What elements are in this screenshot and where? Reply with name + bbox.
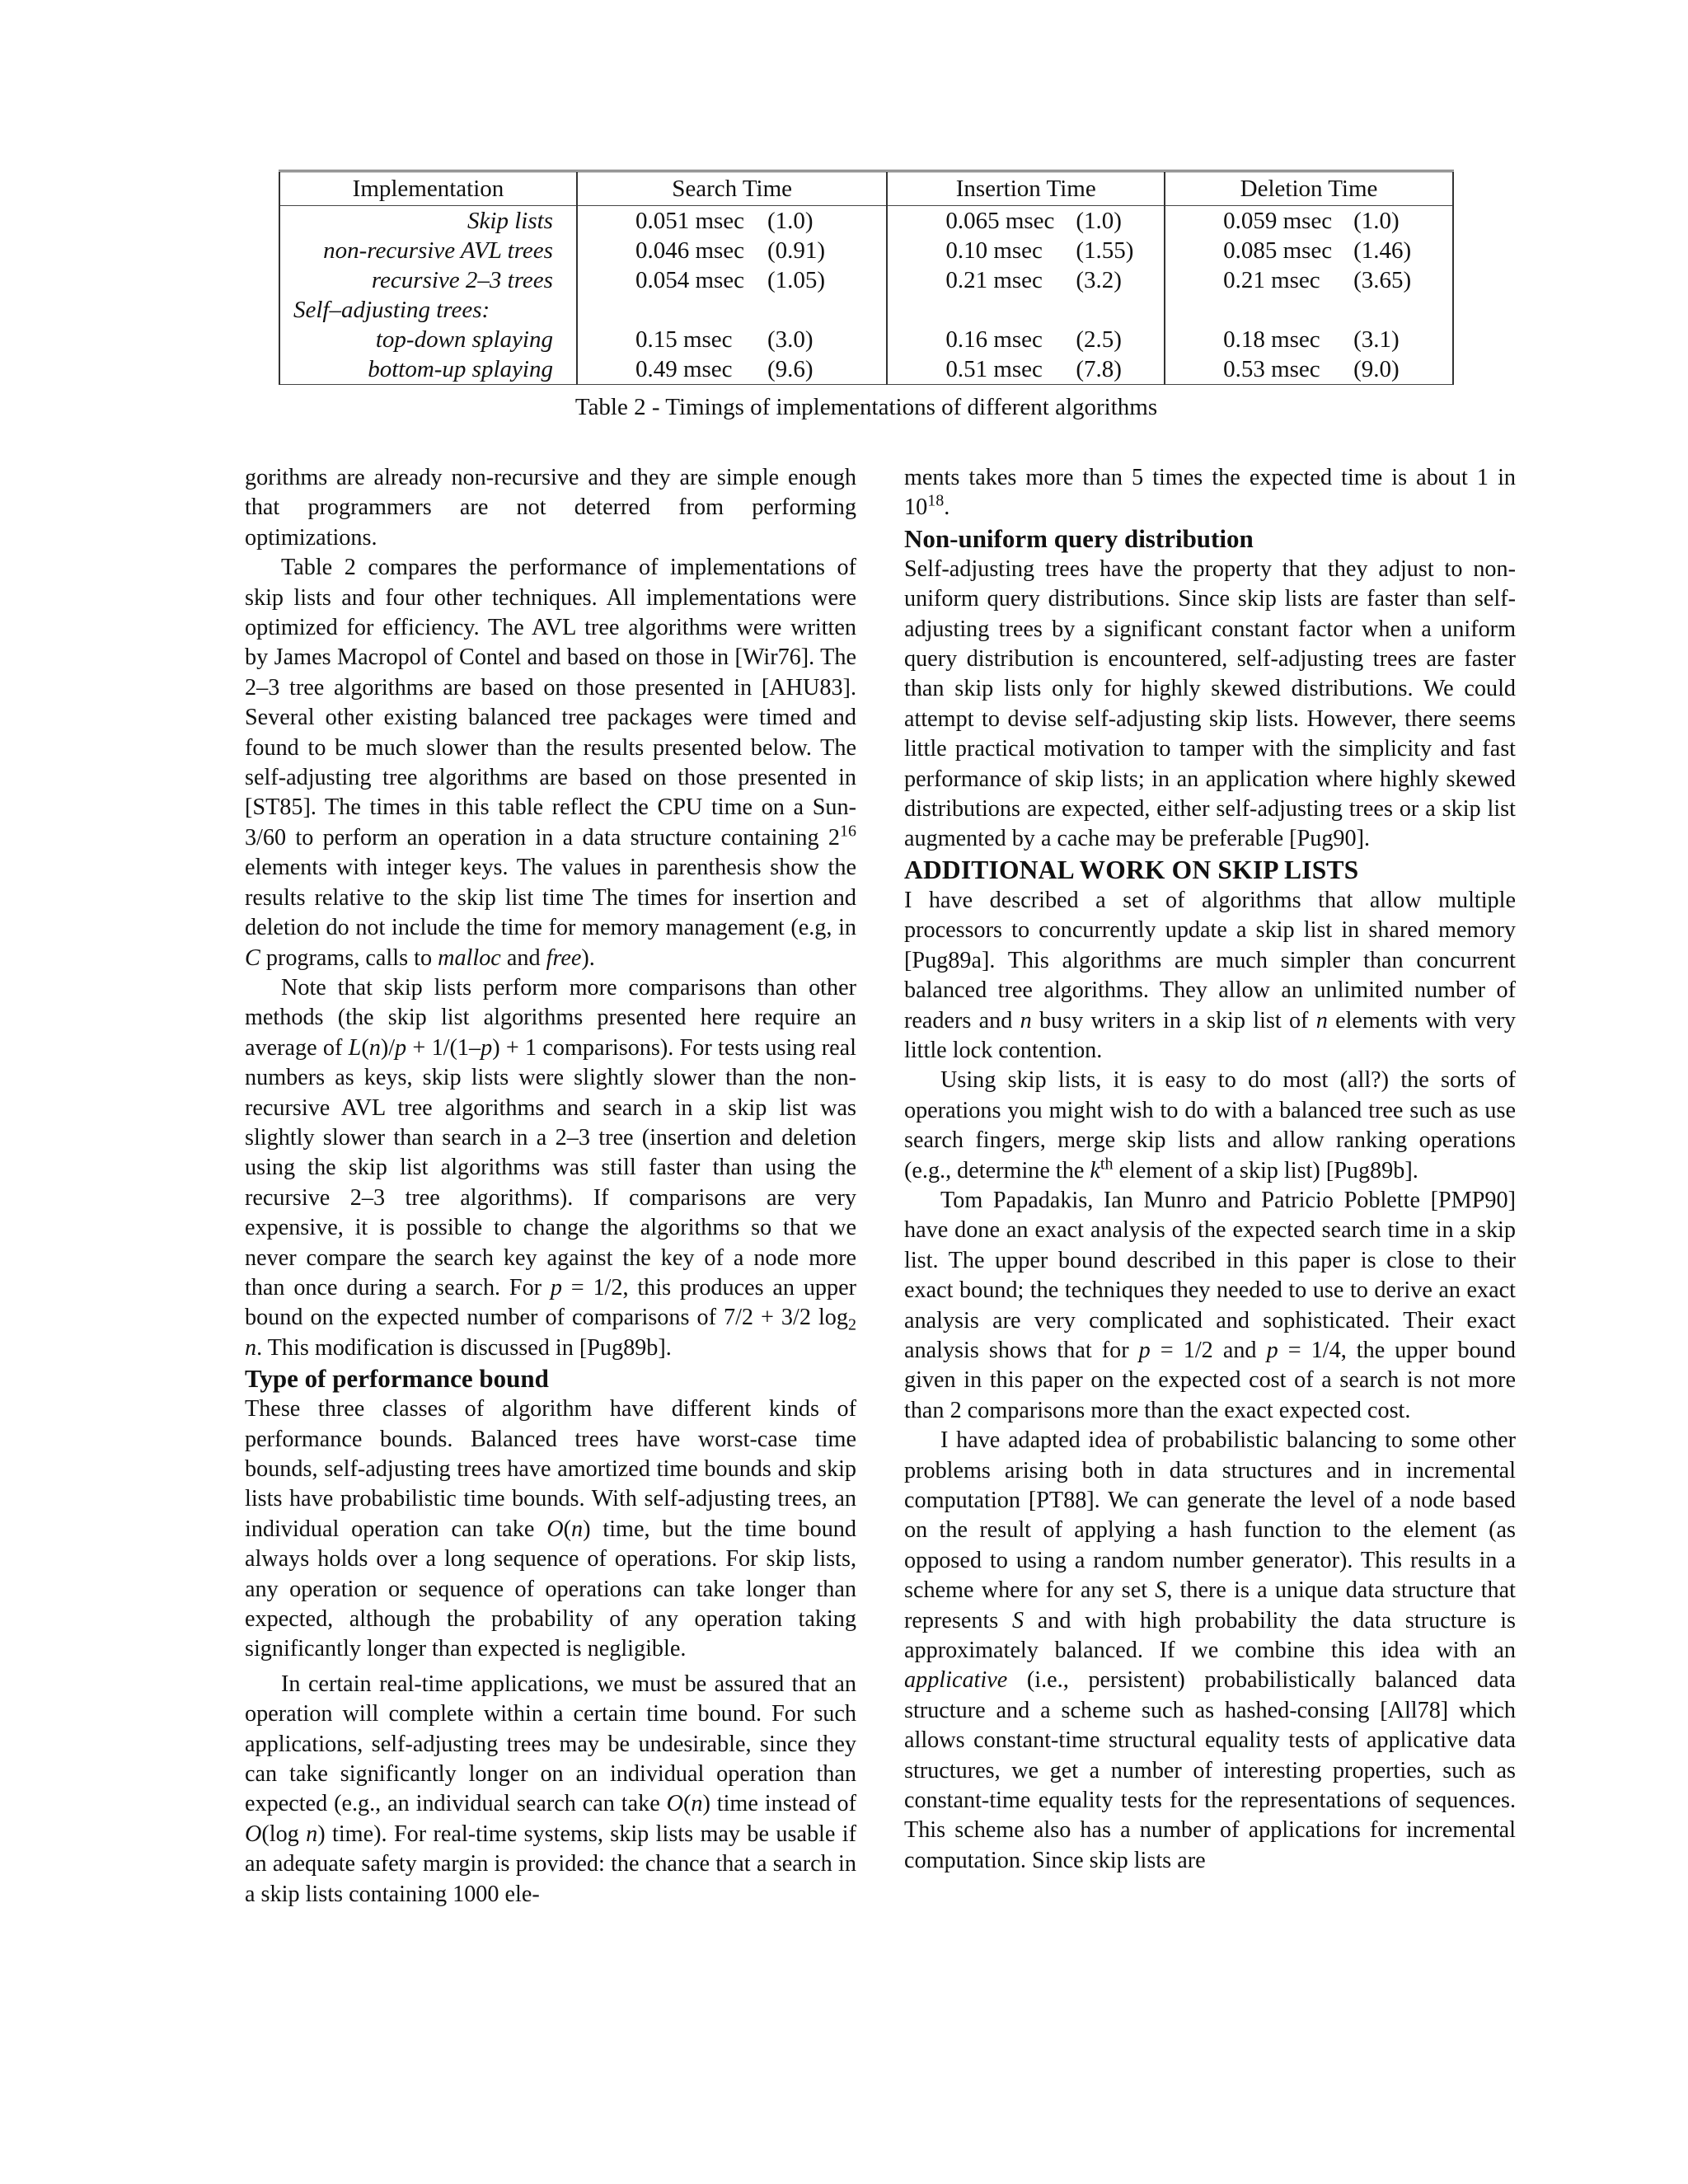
deletion-time-ratio: (1.0) [1353,208,1400,234]
table-row [279,265,1453,295]
paragraph: These three classes of algorithm have different kinds of performance bounds. Balanced trees have worst-case time bounds, self-adjusting trees have amortized time bounds and skip lists have probabilistic time bounds. With self-adjusting trees, an individual operation can take O(n) time, but the time bound always holds over a long sequence of operations. For skip lists, any operation or sequence of operations can take longer than expected, although the probability of any operation taking significantly longer than expected is negligible. [245,1396,856,1662]
insertion-time-ratio: (7.8) [1076,356,1122,382]
table-row [279,206,1453,237]
header-insertion-time: Insertion Time [887,171,1165,206]
insertion-time-ratio: (1.0) [1076,208,1122,234]
table-row [279,325,1453,354]
table-row [279,295,1453,325]
search-time-value: 0.15 msec [635,326,733,353]
deletion-time-value: 0.18 msec [1223,326,1320,353]
insertion-time-value: 0.16 msec [945,326,1043,353]
search-time-ratio: (0.91) [767,237,826,264]
section-heading: ADDITIONAL WORK ON SKIP LISTS [904,855,1359,884]
deletion-time-value: 0.085 msec [1223,237,1333,264]
paragraph: I have adapted idea of probabilistic balancing to some other problems arising both in data structures and in incremental computation [PT88]. We can generate the level of a node based on the result of applying a hash function to the element (as opposed to using a random number generator). This results in a scheme where for any set S, there is a unique data structure that represents S and with high probability the data structure is approximately balanced. If we combine this idea with an applicative (i.e., persistent) probabilistically balanced data structure and a scheme such as hashed-consing [All78] which allows constant-time structural equality tests of applicative data structures, we get a number of interesting properties, such as constant-time equality tests for the representations of sequences. This scheme also has a number of applications for incremental computation. Since skip lists are [904,1427,1517,1873]
search-time-value: 0.051 msec [635,208,745,234]
insertion-time-value: 0.21 msec [945,267,1043,293]
left-column [245,463,856,1910]
row-name: bottom-up splaying [279,354,577,385]
paragraph: ments takes more than 5 times the expected time is about 1 in $10^{18}$. [904,465,1516,521]
deletion-time-ratio: (3.1) [1353,326,1400,353]
header-search-time: Search Time [577,171,887,206]
search-time-ratio: (3.0) [767,326,814,353]
row-name: recursive 2–3 trees [279,265,577,295]
timings-table [279,170,1454,385]
paragraph: Tom Papadakis, Ian Munro and Patricio Poblette [PMP90] have done an exact analysis of the expected search time in a skip list. The upper bound described in this paper is close to their exact bound; the techniques they needed to use to derive an exact analysis are very complicated and sophisticated. Their exact analysis shows that for p = 1/2 and p = 1/4, the upper bound given in this paper on the expected cost of a search is not more than 2 comparisons more than the exact expected cost. [904,1187,1517,1423]
deletion-time-value: 0.53 msec [1223,356,1320,382]
section-heading: Type of performance bound [245,1364,549,1394]
paragraph: Note that skip lists perform more comparisons than other methods (the skip list algorithms presented here require an average of L(n)/p + 1/(1–p) + 1 comparisons). For tests using real numbers as keys, skip lists were slightly slower than the non-recursive AVL tree algorithms and search in a skip list was slightly slower than search in a 2–3 tree (insertion and deletion using the skip list algorithms was still faster than using the recursive 2–3 tree algorithms). If comparisons are very expensive, it is possible to change the algorithms so that we never compare the search key against the key of a node more than once during a search. For p = 1/2, this produces an upper bound on the expected number of comparisons of 7/2 + 3/2 $\log_2 n$. This modification is discussed in [Pug89b]. [245,974,856,1361]
search-time-ratio: (1.05) [767,267,826,293]
deletion-time-ratio: (9.0) [1353,356,1400,382]
paragraph: gorithms are already non-recursive and they are simple enough that programmers are not deterred from performing optimizations. [245,465,856,551]
header-implementation: Implementation [279,171,577,206]
row-name: Skip lists [279,206,577,237]
insertion-time-value: 0.51 msec [945,356,1043,382]
table-row [279,236,1453,265]
deletion-time-ratio: (1.46) [1353,237,1412,264]
insertion-time-ratio: (3.2) [1076,267,1122,293]
header-deletion-time: Deletion Time [1165,171,1453,206]
right-column [904,463,1516,1876]
deletion-time-value: 0.059 msec [1223,208,1333,234]
table-header-row [279,171,1453,206]
row-name: top-down splaying [279,325,577,354]
paragraph: Self-adjusting trees have the property that they adjust to non-uniform query distributions. Since skip lists are faster than self-adjusting trees by a significant constant factor when a uniform query distribution is encountered, self-adjusting trees are faster than skip lists only for highly skewed distributions. We could attempt to devise self-adjusting skip lists. However, there seems little practical motivation to tamper with the simplicity and fast performance of skip lists; in an application where highly skewed distributions are expected, either self-adjusting trees or a skip list augmented by a cache may be preferable [Pug90]. [904,555,1516,852]
paragraph: I have described a set of algorithms that allow multiple processors to concurrently update a skip list in shared memory [Pug89a]. This algorithms are much simpler than concurrent balanced tree algorithms. They allow an unlimited number of readers and n busy writers in a skip list of n elements with very little lock contention. [904,887,1516,1063]
deletion-time-ratio: (3.65) [1353,267,1412,293]
paragraph: Table 2 compares the performance of implementations of skip lists and four other techniques. All implementations were optimized for efficiency. The AVL tree algorithms were written by James Macropol of Contel and based on those in [Wir76]. The 2–3 tree algorithms are based on those presented in [AHU83]. Several other existing balanced tree packages were timed and found to be much slower than the results presented below. The self-adjusting tree algorithms are based on those presented in [ST85]. The times in this table reflect the CPU time on a Sun-3/60 to perform an operation in a data structure containing $2^{16}$ elements with integer keys. The values in parenthesis show the results relative to the skip list time The times for insertion and deletion do not include the time for memory management (e.g, in C programs, calls to malloc and free). [245,555,856,971]
row-group-name: Self–adjusting trees: [279,295,577,325]
deletion-time-value: 0.21 msec [1223,267,1320,293]
insertion-time-ratio: (1.55) [1076,237,1134,264]
insertion-time-value: 0.065 msec [945,208,1055,234]
table-caption: Table 2 - Timings of implementations of different algorithms [574,394,1158,420]
table-row [279,354,1453,385]
insertion-time-ratio: (2.5) [1076,326,1122,353]
section-heading: Non-uniform query distribution [904,523,1254,553]
search-time-ratio: (1.0) [767,208,814,234]
row-name: non-recursive AVL trees [279,236,577,265]
paragraph: In certain real-time applications, we must be assured that an operation will complete within a certain time bound. For such applications, self-adjusting trees may be undesirable, since they can take significantly longer on an individual operation than expected (e.g., an individual search can take O(n) time instead of O(log n) time). For real-time systems, skip lists may be usable if an adequate safety margin is provided: the chance that a search in a skip lists containing 1000 ele- [245,1671,857,1907]
search-time-value: 0.49 msec [635,356,733,382]
search-time-value: 0.054 msec [635,267,745,293]
paragraph: Using skip lists, it is easy to do most (all?) the sorts of operations you might wish to do with a balanced tree such as use search fingers, merge skip lists and allow ranking operations (e.g., determine the $k^{th}$ element of a skip list) [Pug89b]. [904,1067,1516,1183]
search-time-value: 0.046 msec [635,237,745,264]
insertion-time-value: 0.10 msec [945,237,1043,264]
search-time-ratio: (9.6) [767,356,814,382]
